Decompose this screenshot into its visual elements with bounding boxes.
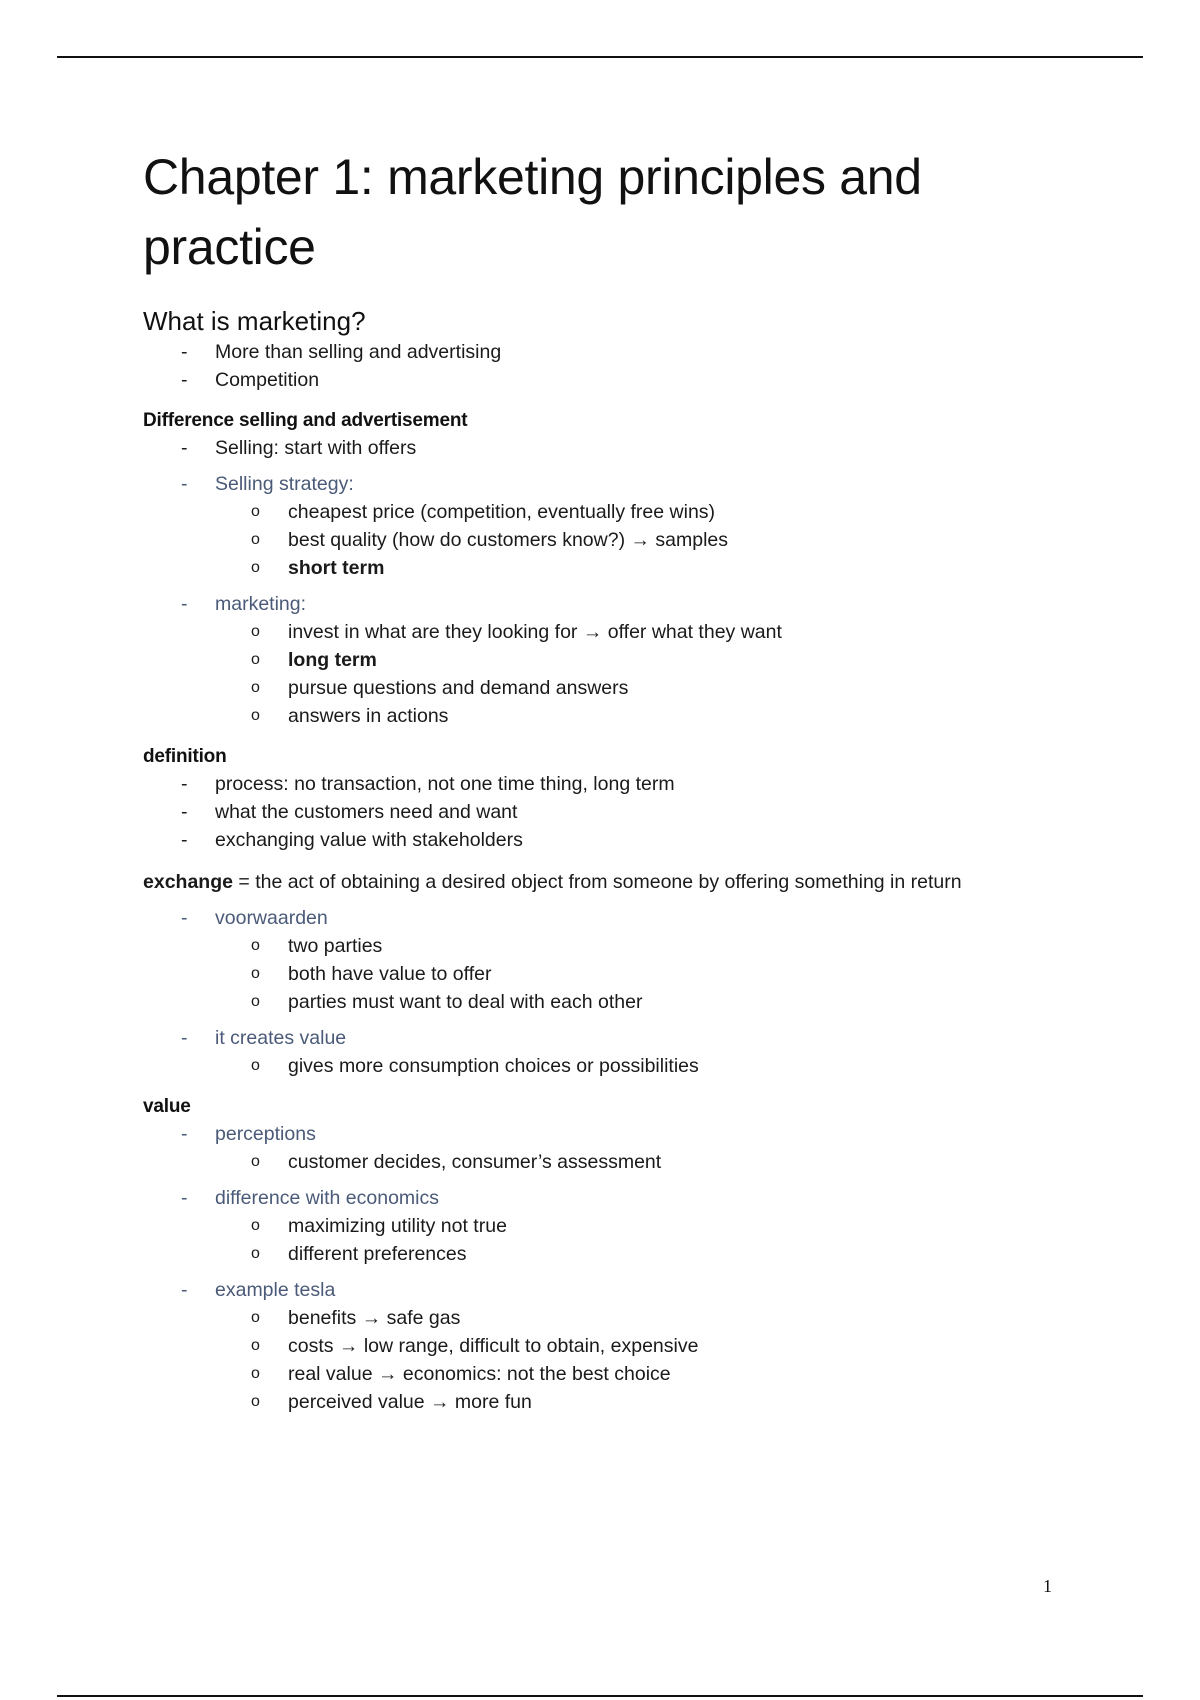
sub-list-item: o cheapest price (competition, eventually free wins) <box>143 498 1093 526</box>
heading-definition: definition <box>143 746 227 767</box>
sub-list-item: o answers in actions <box>143 702 1093 730</box>
sub-list-item: o invest in what are they looking for → offer what they want <box>143 618 1093 646</box>
sub-list-item: o two parties <box>143 932 1093 960</box>
circle-bullet: o <box>251 531 260 548</box>
circle-bullet: o <box>251 623 260 640</box>
list-item: - process: no transaction, not one time thing, long term <box>143 770 1093 798</box>
page-number: 1 <box>1043 1576 1052 1596</box>
list-item: - marketing: <box>143 590 1093 618</box>
list-item: - Competition <box>143 366 1093 394</box>
list-item: - exchanging value with stakeholders <box>143 826 1093 854</box>
list-item: - example tesla <box>143 1276 1093 1304</box>
dash-bullet: - <box>181 473 188 495</box>
circle-bullet: o <box>251 707 260 724</box>
dash-bullet: - <box>181 773 188 795</box>
circle-bullet: o <box>251 651 260 668</box>
list-item: - Selling: start with offers <box>143 434 1093 462</box>
circle-bullet: o <box>251 937 260 954</box>
dash-bullet: - <box>181 1027 188 1049</box>
list-item: - Selling strategy: <box>143 470 1093 498</box>
circle-bullet: o <box>251 559 260 576</box>
circle-bullet: o <box>251 965 260 982</box>
exchange-definition <box>143 868 1093 896</box>
sub-list-item: o different preferences <box>143 1240 1093 1268</box>
dash-bullet: - <box>181 1187 188 1209</box>
sub-list-item: o short term <box>143 554 1093 582</box>
circle-bullet: o <box>251 503 260 520</box>
heading-value: value <box>143 1096 191 1117</box>
list-item: - perceptions <box>143 1120 1093 1148</box>
sub-list-item: o parties must want to deal with each other <box>143 988 1093 1016</box>
circle-bullet: o <box>251 1057 260 1074</box>
circle-bullet: o <box>251 993 260 1010</box>
bottom-rule <box>57 1695 1143 1697</box>
dash-bullet: - <box>181 1123 188 1145</box>
list-item: - voorwaarden <box>143 904 1093 932</box>
circle-bullet: o <box>251 1393 260 1410</box>
circle-bullet: o <box>251 1309 260 1326</box>
dash-bullet: - <box>181 907 188 929</box>
document-page <box>143 142 1093 1416</box>
sub-list-item: o customer decides, consumer’s assessment <box>143 1148 1093 1176</box>
sub-list-item: o both have value to offer <box>143 960 1093 988</box>
dash-bullet: - <box>181 1279 188 1301</box>
sub-list-item: o costs → low range, difficult to obtain, expensive <box>143 1332 1093 1360</box>
dash-bullet: - <box>181 801 188 823</box>
circle-bullet: o <box>251 1365 260 1382</box>
dash-bullet: - <box>181 369 188 391</box>
sub-list-item: o perceived value → more fun <box>143 1388 1093 1416</box>
sub-list-item: o best quality (how do customers know?) → samples <box>143 526 1093 554</box>
circle-bullet: o <box>251 1337 260 1354</box>
circle-bullet: o <box>251 1245 260 1262</box>
list-item: - difference with economics <box>143 1184 1093 1212</box>
dash-bullet: - <box>181 437 188 459</box>
circle-bullet: o <box>251 679 260 696</box>
sub-list-item: o real value → economics: not the best choice <box>143 1360 1093 1388</box>
list-item: - it creates value <box>143 1024 1093 1052</box>
circle-bullet: o <box>251 1217 260 1234</box>
dash-bullet: - <box>181 829 188 851</box>
sub-list-item: o pursue questions and demand answers <box>143 674 1093 702</box>
top-rule <box>57 56 1143 58</box>
list-item: - what the customers need and want <box>143 798 1093 826</box>
dash-bullet: - <box>181 593 188 615</box>
heading-difference: Difference selling and advertisement <box>143 410 468 431</box>
exchange-term: exchange <box>143 871 233 893</box>
heading-what-is-marketing: What is marketing? <box>143 306 366 336</box>
sub-list-item: o benefits → safe gas <box>143 1304 1093 1332</box>
exchange-text: = the act of obtaining a desired object from someone by offering something in return <box>232 871 962 893</box>
dash-bullet: - <box>181 341 188 363</box>
circle-bullet: o <box>251 1153 260 1170</box>
sub-list-item: o gives more consumption choices or possibilities <box>143 1052 1093 1080</box>
sub-list-item: o maximizing utility not true <box>143 1212 1093 1240</box>
sub-list-item: o long term <box>143 646 1093 674</box>
page-title: Chapter 1: marketing principles and practice <box>143 149 922 275</box>
list-item: - More than selling and advertising <box>143 338 1093 366</box>
